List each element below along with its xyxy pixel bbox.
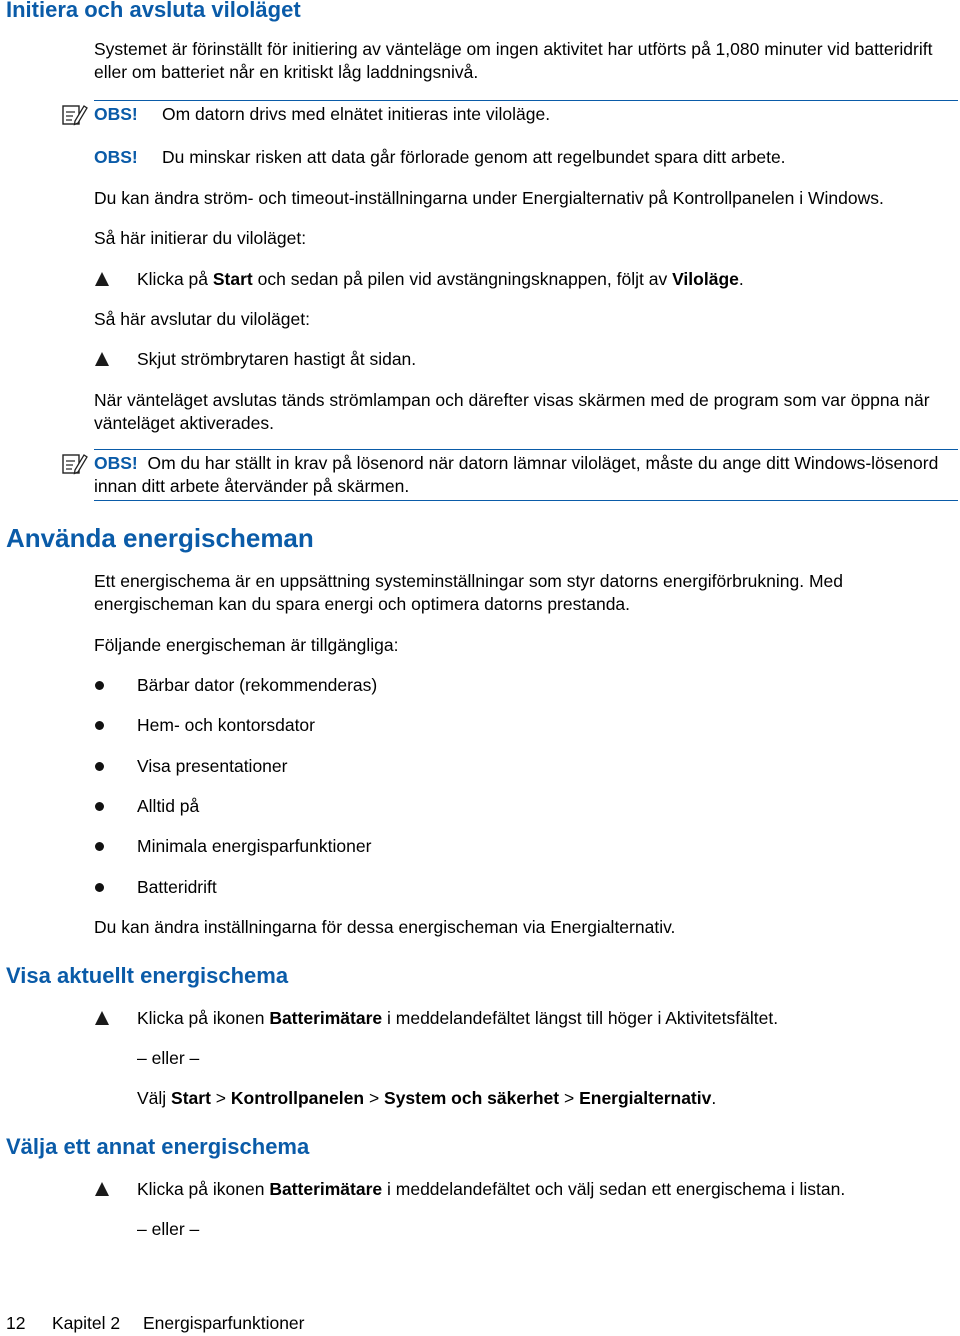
note-text: Du minskar risken att data går förlorade genom att regelbundet spara ditt arbete. [162,147,786,167]
list-item: Minimala energisparfunktioner [137,836,372,856]
chapter-title: Energisparfunktioner [143,1313,305,1333]
obs-label: OBS! [94,147,138,167]
step-triangle-icon [95,1182,109,1196]
list-item: Bärbar dator (rekommenderas) [137,675,378,695]
obs-label: OBS! [94,104,138,124]
intro-paragraph: Systemet är förinställt för initiering av vänteläge om ingen aktivitet har utförts på 1,080 minuter vid batteridrift eller om batteriet når en kritiskt låg laddningsnivå. [94,39,933,82]
step-triangle-icon [95,272,109,286]
exit-step: Skjut strömbrytaren hastigt åt sidan. [137,349,417,369]
list-item: Batteridrift [137,877,217,897]
alt-step: Välj Start > Kontrollpanelen > System och säkerhet > Energialternativ. [137,1088,717,1108]
list-item: Visa presentationer [137,756,288,776]
step-triangle-icon [95,1011,109,1025]
chapter-label: Kapitel 2 [52,1313,121,1333]
valja-step: Klicka på ikonen Batterimätare i meddelandefältet och välj sedan ett energischema i listan. [137,1179,846,1199]
note-bottom-rule [94,500,958,501]
section-heading-valja: Välja ett annat energischema [6,1134,310,1159]
page-number: 12 [6,1313,26,1333]
section-heading-visa: Visa aktuellt energischema [6,963,289,988]
schema-footer-paragraph: Du kan ändra inställningarna för dessa energischeman via Energialternativ. [94,917,676,937]
list-item: Alltid på [137,796,200,816]
bullet-icon [95,842,104,851]
step-triangle-icon [95,352,109,366]
bullet-icon [95,802,104,811]
or-separator: – eller – [137,1048,200,1068]
note-top-rule [94,100,958,101]
section-heading-anvanda: Använda energischeman [6,523,314,553]
note-text: Om datorn drivs med elnätet initieras inte viloläge. [162,104,551,124]
note-pencil-icon [62,452,88,476]
init-step: Klicka på Start och sedan på pilen vid avstängningsknappen, följt av Viloläge. [137,269,744,289]
note-text: OBS! Om du har ställt in krav på lösenord när datorn lämnar viloläget, måste du ange ditt Windows-lösenord innan ditt arbete återvänder på skärmen. [94,453,939,496]
bullet-icon [95,762,104,771]
exit-label: Så här avslutar du viloläget: [94,309,310,329]
bullet-icon [95,721,104,730]
settings-paragraph: Du kan ändra ström- och timeout-inställningarna under Energialternativ på Kontrollpanelen i Windows. [94,188,884,208]
bullet-icon [95,883,104,892]
list-item: Hem- och kontorsdator [137,715,315,735]
list-label: Följande energischeman är tillgängliga: [94,635,399,655]
note-pencil-icon [62,103,88,127]
note-top-rule [94,449,958,450]
bullet-icon [95,681,104,690]
or-separator: – eller – [137,1219,200,1239]
exit-result-paragraph: När vänteläget avslutas tänds strömlampan och därefter visas skärmen med de program som var öppna när vänteläget aktiverades. [94,390,930,433]
section-heading-initiera: Initiera och avsluta viloläget [6,0,301,22]
visa-step: Klicka på ikonen Batterimätare i meddelandefältet längst till höger i Aktivitetsfältet. [137,1008,779,1028]
init-label: Så här initierar du viloläget: [94,228,307,248]
energy-schema-intro: Ett energischema är en uppsättning systeminställningar som styr datorns energiförbrukning. Med energischeman kan du spara energi och optimera datorns prestanda. [94,571,843,614]
